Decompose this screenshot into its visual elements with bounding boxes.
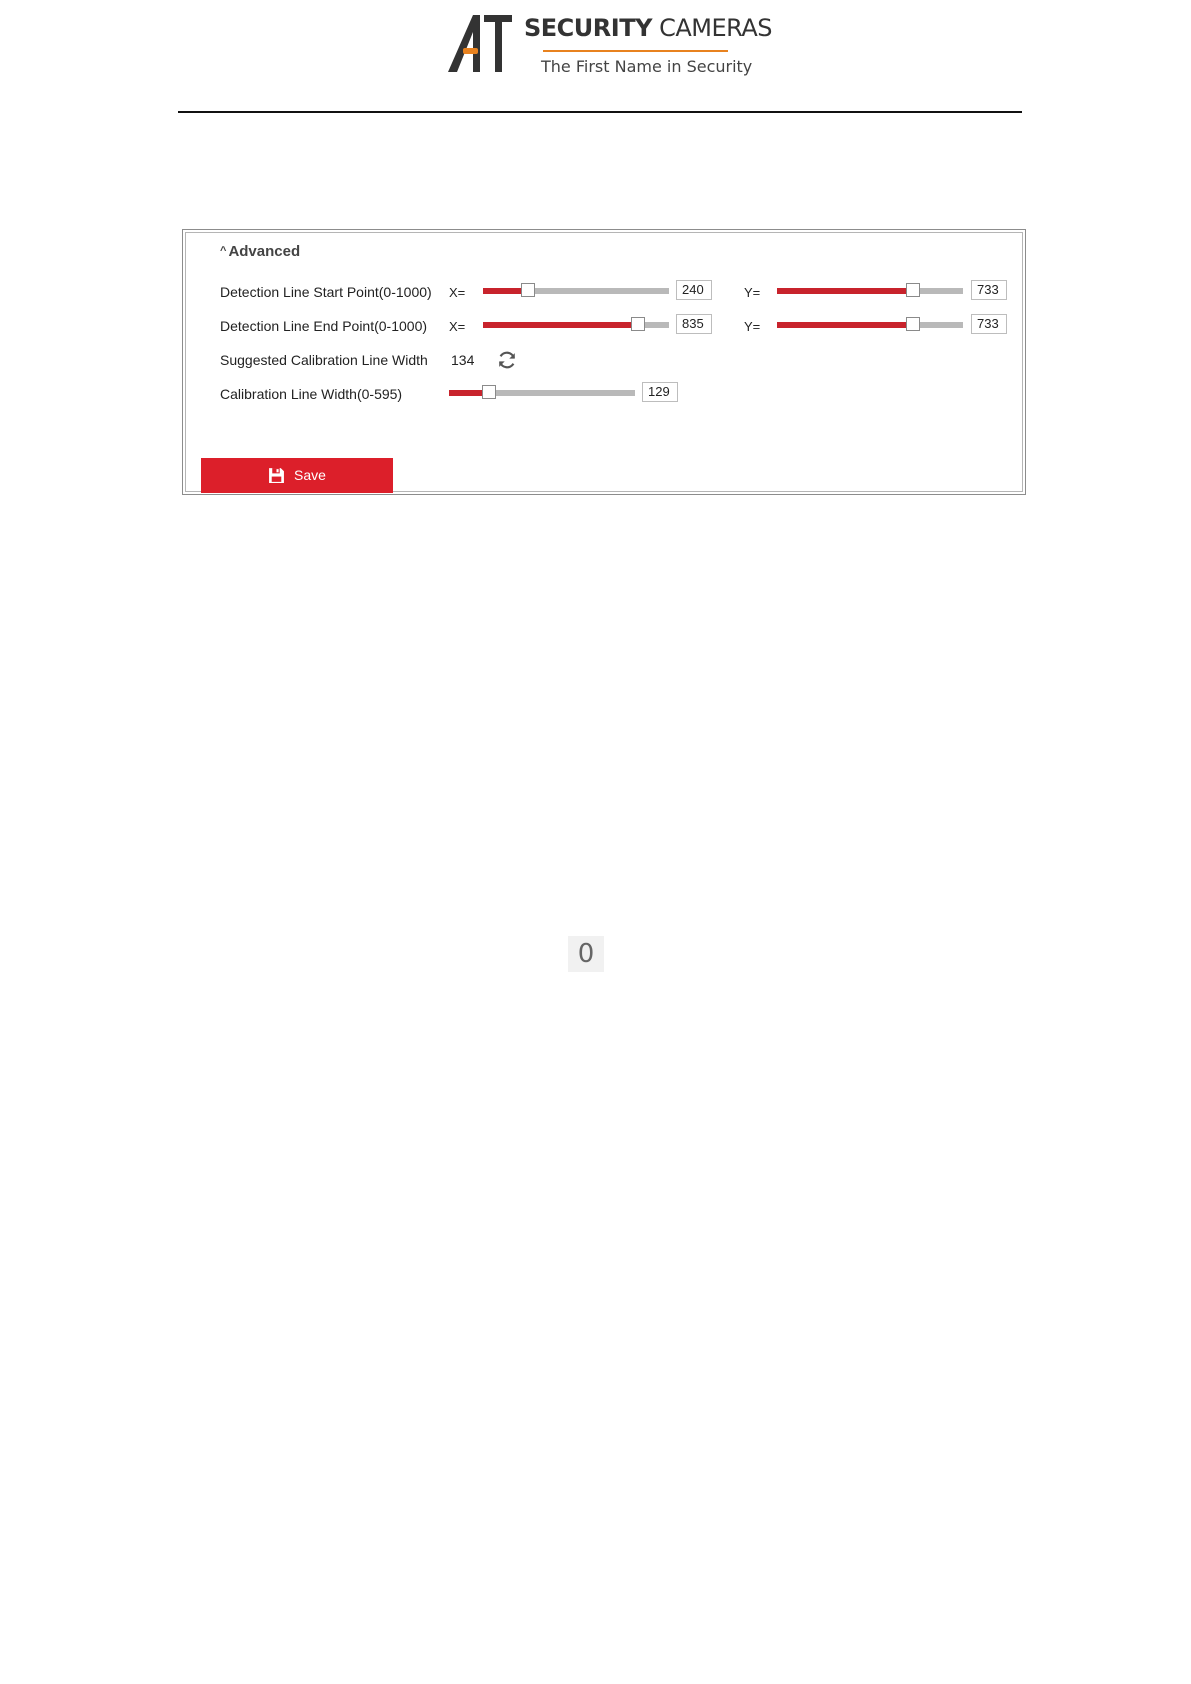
advanced-settings-panel xyxy=(182,229,1026,495)
logo-title xyxy=(524,14,772,42)
start-x-value-field[interactable]: 240 xyxy=(676,280,712,300)
slider-thumb[interactable] xyxy=(521,283,535,297)
slider-thumb[interactable] xyxy=(906,283,920,297)
chevron-up-icon: ^ xyxy=(220,245,227,257)
suggested-width-label: Suggested Calibration Line Width xyxy=(220,352,428,368)
page-number: 0 xyxy=(568,936,604,972)
end-y-label: Y= xyxy=(744,319,761,334)
slider-fill xyxy=(777,288,913,294)
start-y-value-field[interactable]: 733 xyxy=(971,280,1007,300)
save-button[interactable] xyxy=(201,458,393,493)
row-suggested-calibration-width xyxy=(186,348,1022,372)
start-x-slider[interactable] xyxy=(483,288,669,294)
end-x-value-field[interactable]: 835 xyxy=(676,314,712,334)
logo-tagline: The First Name in Security xyxy=(541,57,753,76)
advanced-section-toggle[interactable] xyxy=(220,243,300,260)
section-title-text: Advanced xyxy=(228,243,301,260)
row-calibration-line-width xyxy=(186,382,1022,406)
panel-inner-border xyxy=(185,232,1023,492)
suggested-width-value: 134 xyxy=(451,352,475,368)
logo-title-bold: SECURITY xyxy=(524,14,652,42)
calibration-width-value-field[interactable]: 129 xyxy=(642,382,678,402)
slider-fill xyxy=(483,322,638,328)
logo-title-light: CAMERAS xyxy=(651,14,772,42)
brand-logo xyxy=(446,12,772,76)
start-y-slider[interactable] xyxy=(777,288,963,294)
row-detection-end-point xyxy=(186,314,1022,338)
end-x-label: X= xyxy=(449,319,466,334)
slider-fill xyxy=(777,322,913,328)
header-divider xyxy=(178,111,1022,113)
end-y-value-field[interactable]: 733 xyxy=(971,314,1007,334)
start-x-label: X= xyxy=(449,285,466,300)
floppy-disk-icon xyxy=(268,467,285,484)
slider-thumb[interactable] xyxy=(631,317,645,331)
start-point-label: Detection Line Start Point(0-1000) xyxy=(220,284,432,300)
row-detection-start-point xyxy=(186,280,1022,304)
logo-divider xyxy=(543,50,728,52)
calibration-width-slider[interactable] xyxy=(449,390,635,396)
a1-logo-mark-icon xyxy=(446,12,526,74)
slider-thumb[interactable] xyxy=(482,385,496,399)
save-button-label: Save xyxy=(294,467,326,483)
start-y-label: Y= xyxy=(744,285,761,300)
end-y-slider[interactable] xyxy=(777,322,963,328)
refresh-icon[interactable] xyxy=(496,349,518,371)
end-point-label: Detection Line End Point(0-1000) xyxy=(220,318,428,334)
slider-thumb[interactable] xyxy=(906,317,920,331)
end-x-slider[interactable] xyxy=(483,322,669,328)
calibration-width-label: Calibration Line Width(0-595) xyxy=(220,386,403,402)
